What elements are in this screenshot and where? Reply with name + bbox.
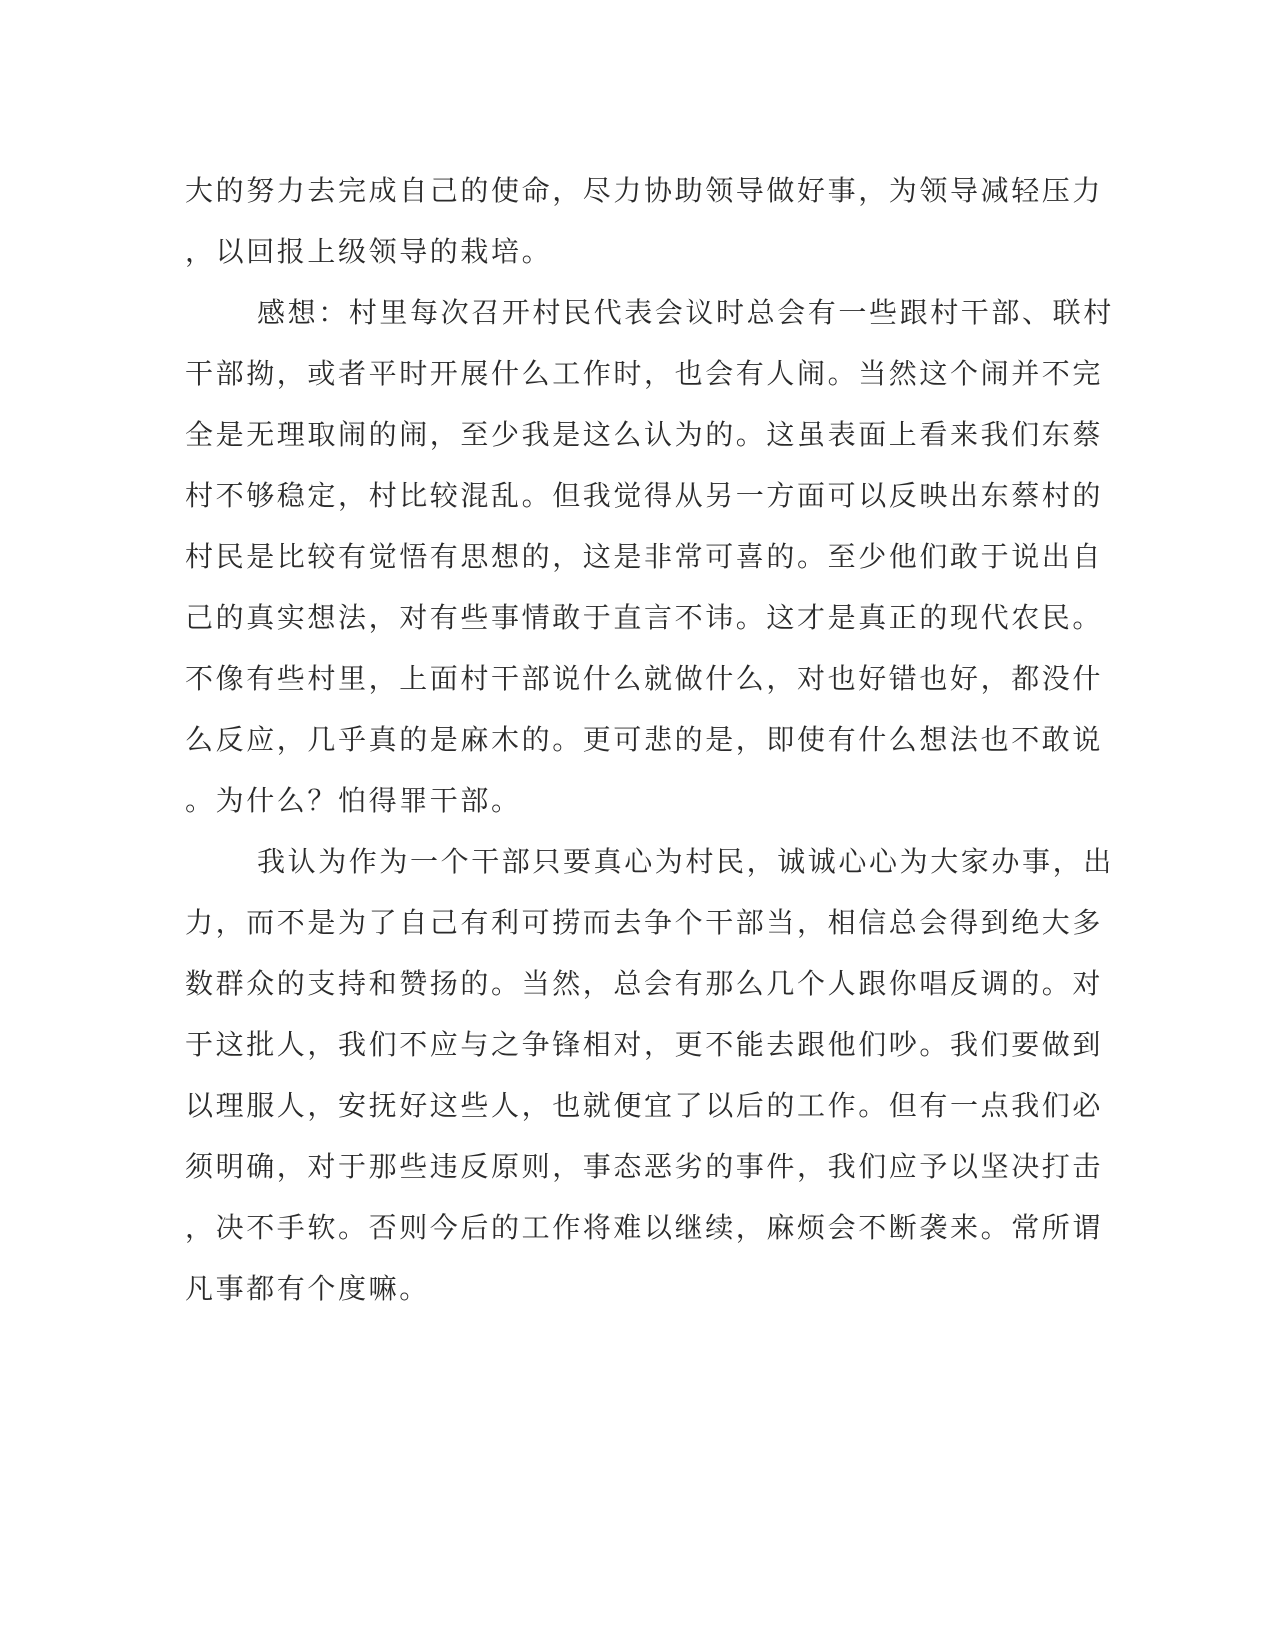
text-line: 须明确，对于那些违反原则，事态恶劣的事件，我们应予以坚决打击 [185, 1150, 1104, 1183]
text-line: ，以回报上级领导的栽培。 [185, 235, 553, 268]
paragraph-1 [185, 160, 1104, 282]
text-line: 己的真实想法，对有些事情敢于直言不讳。这才是真正的现代农民。 [185, 601, 1104, 634]
text-line: 以理服人，安抚好这些人，也就便宜了以后的工作。但有一点我们必 [185, 1089, 1104, 1122]
text-line: 干部拗，或者平时开展什么工作时，也会有人闹。当然这个闹并不完 [185, 357, 1104, 390]
text-line: 村不够稳定，村比较混乱。但我觉得从另一方面可以反映出东蔡村的 [185, 479, 1104, 512]
text-line: 凡事都有个度嘛。 [185, 1272, 430, 1305]
text-line: 力，而不是为了自己有利可捞而去争个干部当，相信总会得到绝大多 [185, 906, 1104, 939]
text-line: 我认为作为一个干部只要真心为村民，诚诚心心为大家办事，出 [257, 845, 1114, 878]
document-body [185, 160, 1114, 1319]
text-line: 全是无理取闹的闹，至少我是这么认为的。这虽表面上看来我们东蔡 [185, 418, 1104, 451]
text-line: 大的努力去完成自己的使命，尽力协助领导做好事，为领导减轻压力 [185, 174, 1104, 207]
text-line: 村民是比较有觉悟有思想的，这是非常可喜的。至少他们敢于说出自 [185, 540, 1104, 573]
paragraph-3 [185, 831, 1114, 1319]
text-line: 于这批人，我们不应与之争锋相对，更不能去跟他们吵。我们要做到 [185, 1028, 1104, 1061]
text-line: 数群众的支持和赞扬的。当然，总会有那么几个人跟你唱反调的。对 [185, 967, 1104, 1000]
paragraph-2 [185, 282, 1114, 831]
text-line: ，决不手软。否则今后的工作将难以继续，麻烦会不断袭来。常所谓 [185, 1211, 1104, 1244]
text-line: 。为什么？怕得罪干部。 [185, 784, 522, 817]
text-line: 感想：村里每次召开村民代表会议时总会有一些跟村干部、联村 [257, 296, 1114, 329]
text-line: 么反应，几乎真的是麻木的。更可悲的是，即使有什么想法也不敢说 [185, 723, 1104, 756]
text-line: 不像有些村里，上面村干部说什么就做什么，对也好错也好，都没什 [185, 662, 1104, 695]
